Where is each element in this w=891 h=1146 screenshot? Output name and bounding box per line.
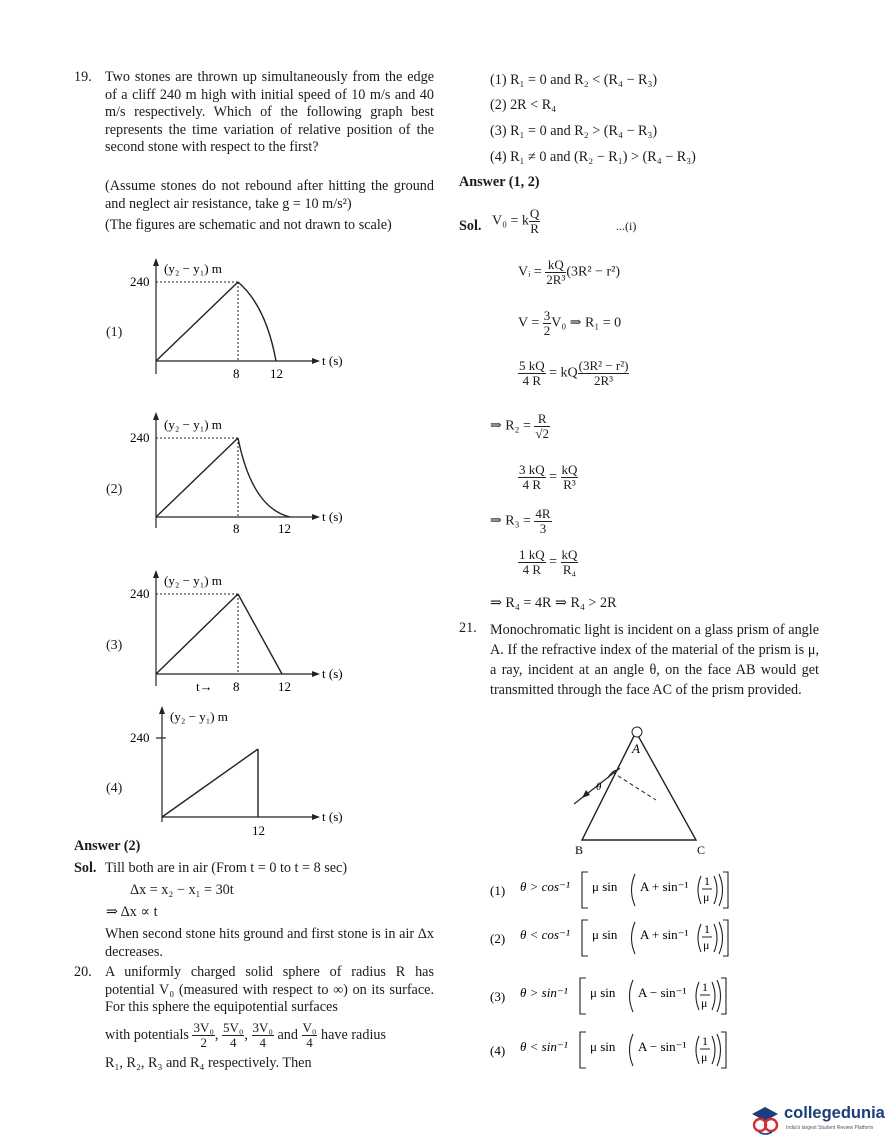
brand-logo-icon: [748, 1102, 782, 1136]
graph-3-xlabel: t (s): [322, 666, 343, 681]
graph-3-tick-8: 8: [233, 679, 240, 694]
svg-text:μ: μ: [703, 938, 710, 952]
q20-option-2: (2) 2R < R₄: [490, 97, 557, 113]
graph-3: [126, 570, 366, 695]
q20-option-3: (3) R₁ = 0 and R₂ > (R₄ − R₃): [490, 123, 658, 139]
graph-3-label: (3): [106, 638, 123, 653]
svg-text:μ: μ: [701, 1050, 708, 1064]
q21-option-1-formula: [490, 866, 730, 912]
q20-sol-eq1: V₀ = k $\frac{Q}{R}$: [492, 206, 540, 236]
q19-sol-label: Sol.: [74, 860, 97, 876]
svg-text:A + sin⁻¹: A + sin⁻¹: [640, 879, 689, 894]
svg-text:(3): (3): [490, 989, 506, 1004]
svg-text:1: 1: [704, 922, 710, 936]
graph-1-label: (1): [106, 325, 123, 340]
svg-text:μ: μ: [703, 890, 710, 904]
q20-radii: R₁, R₂, R₃ and R₄ respectively. Then: [105, 1055, 312, 1071]
q21-text: Monochromatic light is incident on a glass prism of angle A. If the refractive index of the material of the prism is μ, a ray, incident at an angle θ, on the face AB would get transmitted through the face AC of the prism provided.: [490, 622, 819, 698]
svg-text:(2): (2): [490, 931, 506, 946]
q21-option-2-formula: [490, 914, 730, 960]
q20-sol-eq6: $\frac{3 kQ}{4 R}$ = $\frac{kQ}{\text{R³}}$: [519, 462, 578, 492]
svg-text:θ < sin⁻¹: θ < sin⁻¹: [520, 1039, 568, 1054]
q21-option-4-formula: [490, 1026, 730, 1072]
graph-3-y0: 240: [130, 586, 150, 601]
svg-text:A + sin⁻¹: A + sin⁻¹: [640, 927, 689, 942]
brand-tagline: India's largest Student Review Platform: [786, 1125, 874, 1131]
graph-1-tick-8: 8: [233, 366, 240, 381]
svg-text:μ sin: μ sin: [592, 927, 618, 942]
q19-text: Two stones are thrown up simultaneously from the edge of a cliff 240 m high with initial speed of 10 m/s and 40 m/s respectively. Which of the following graph best represents the time variation of relative position of the second stone with respect to the first?: [105, 69, 434, 156]
graph-1: [126, 258, 366, 383]
q20-sol-eq9: ⇒ R₄ = 4R ⇒ R₄ > 2R: [490, 595, 617, 611]
svg-text:μ: μ: [701, 996, 708, 1010]
prism-figure: [560, 722, 720, 856]
q19-schematic: (The figures are schematic and not drawn to scale): [105, 217, 392, 233]
svg-text:(4): (4): [490, 1043, 506, 1058]
svg-text:A − sin⁻¹: A − sin⁻¹: [638, 1039, 687, 1054]
prism-b-label: B: [575, 843, 584, 856]
svg-text:μ sin: μ sin: [592, 879, 618, 894]
q19-answer: Answer (2): [74, 838, 141, 854]
graph-4-label: (4): [106, 781, 123, 796]
svg-text:1: 1: [702, 980, 708, 994]
svg-text:μ sin: μ sin: [590, 985, 616, 1000]
prism-apex-label: A: [632, 741, 640, 756]
graph-3-ylabel: (y₂ − y₁) m: [164, 573, 222, 588]
graph-2-label: (2): [106, 482, 123, 497]
brand-name: collegedunia: [784, 1104, 885, 1122]
q20-sol-label: Sol.: [459, 218, 482, 234]
graph-4-y0: 240: [130, 730, 150, 745]
svg-text:1: 1: [704, 874, 710, 888]
svg-text:θ > sin⁻¹: θ > sin⁻¹: [520, 985, 568, 1000]
graph-2-xlabel: t (s): [322, 509, 343, 524]
graph-4: [126, 706, 366, 840]
prism-theta-label: θ: [596, 781, 602, 793]
q19-assume: (Assume stones do not rebound after hitting the ground and neglect air resistance, take g = 10 m/s²): [105, 178, 434, 212]
q20-option-4: (4) R₁ ≠ 0 and (R₂ − R₁) > (R₄ − R₃): [490, 149, 696, 165]
q20-sol-eq5: ⇒ R₂ = $\frac{R}{√2}$: [490, 411, 549, 441]
q20-sol-eq7: ⇒ R₃ = $\frac{4R}{3}$: [490, 506, 551, 536]
q20-sol-eq3: V = $\frac{3}{2}$ V₀ ⇒ R₁ = 0: [518, 308, 622, 338]
graph-1-xlabel: t (s): [322, 353, 343, 368]
q21-option-3: [490, 972, 730, 1023]
graph-4-xlabel: t (s): [322, 809, 343, 824]
q20-option-1: (1) R₁ = 0 and R₂ < (R₄ − R₃): [490, 72, 658, 88]
q20-sol-eq2: Vᵢ = $\frac{kQ}{\text{2R³}}$ (3R² − r²): [518, 257, 620, 287]
q19-number: 19.: [74, 69, 92, 85]
graph-1-ylabel: (y₂ − y₁) m: [164, 261, 222, 276]
graph-1-y0: 240: [130, 274, 150, 289]
q20-sol-eq8: $\frac{1 kQ}{4 R}$ = $\frac{kQ}{\text{R₄}}$: [519, 547, 578, 577]
q21-option-4: [490, 1026, 730, 1077]
brand-logo: [748, 1100, 888, 1140]
svg-text:A − sin⁻¹: A − sin⁻¹: [638, 985, 687, 1000]
q21-option-2: [490, 914, 730, 965]
q20-answer: Answer (1, 2): [459, 174, 540, 190]
q19-sol-line2: Δx = x₂ − x₁ = 30t: [130, 882, 234, 898]
graph-3-tick-t: t→: [196, 679, 213, 694]
graph-2-tick-12: 12: [278, 521, 291, 536]
q19-sol-line3: ⇒ Δx ∝ t: [106, 904, 158, 920]
q20-sol-eq4: $\frac{5 kQ}{4 R}$ = kQ $\frac{\text{(3R² − r²)}}{\text{2R³}}$: [519, 358, 629, 388]
q20-number: 20.: [74, 964, 92, 980]
q21-option-3-formula: [490, 972, 730, 1018]
graph-2-ylabel: (y₂ − y₁) m: [164, 417, 222, 432]
q19-sol-line1: Till both are in air (From t = 0 to t = 8 sec): [105, 860, 348, 876]
prism-c-label: C: [697, 843, 706, 856]
q20-text: A uniformly charged solid sphere of radius R has potential V₀ (measured with respect to ∞) on its surface. For this sphere the equipotential surfaces: [105, 964, 434, 1016]
graph-2: [126, 412, 366, 537]
graph-4-tick-12: 12: [252, 823, 265, 838]
svg-text:1: 1: [702, 1034, 708, 1048]
q21-number: 21.: [459, 620, 477, 636]
q20-eq-ref: ...(i): [616, 219, 637, 233]
svg-text:(1): (1): [490, 883, 506, 898]
q20-potentials: with potentials $\frac{\text{3V₀}}{2}$ , $\frac{\text{5V₀}}{4}$ , $\frac{\text{3V₀}}{4}$ and $\frac{\text{V₀}}{4}$ have radius: [105, 1020, 387, 1050]
graph-2-tick-8: 8: [233, 521, 240, 536]
svg-text:μ sin: μ sin: [590, 1039, 616, 1054]
svg-text:θ > cos⁻¹: θ > cos⁻¹: [520, 879, 570, 894]
svg-text:θ < cos⁻¹: θ < cos⁻¹: [520, 927, 570, 942]
q19-sol-line4: When second stone hits ground and first stone is in air Δx decreases.: [105, 926, 434, 960]
graph-1-tick-12: 12: [270, 366, 283, 381]
graph-3-tick-12: 12: [278, 679, 291, 694]
graph-4-ylabel: (y₂ − y₁) m: [170, 709, 228, 724]
q21-option-1: [490, 866, 730, 917]
graph-2-y0: 240: [130, 430, 150, 445]
